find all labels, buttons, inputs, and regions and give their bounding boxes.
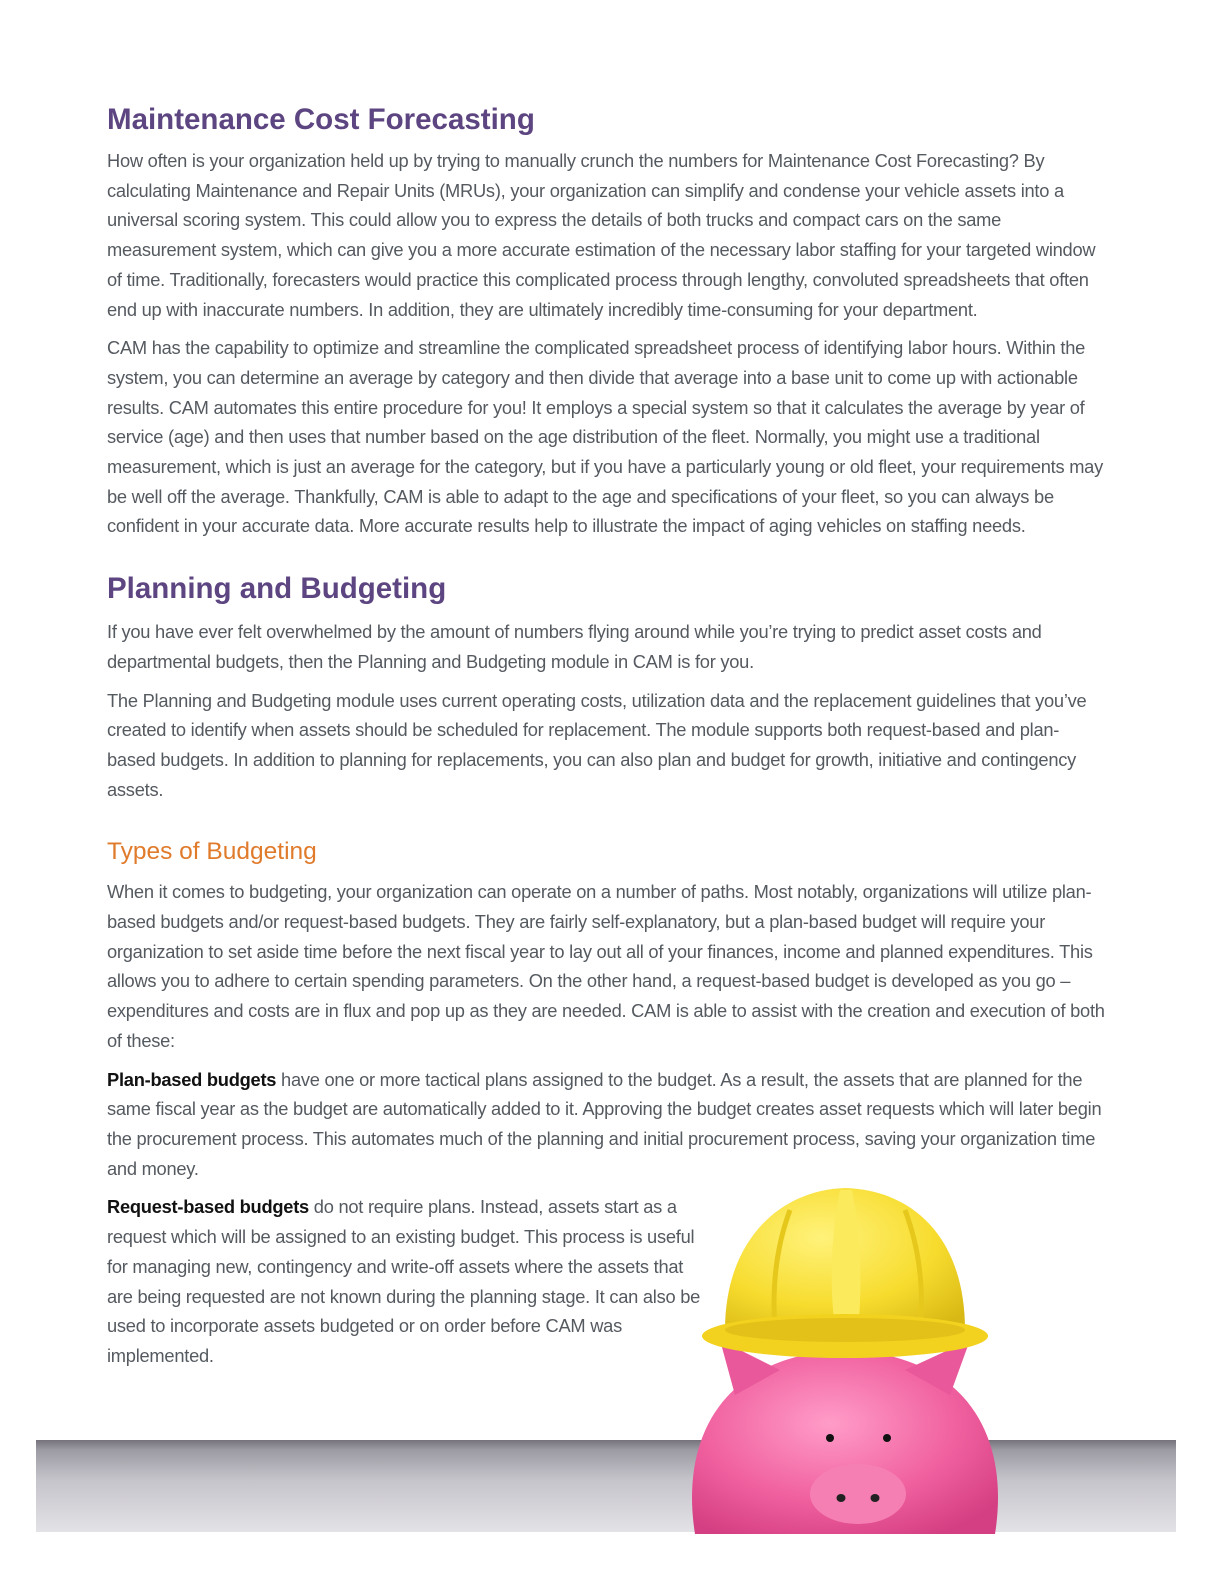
- maintenance-paragraph-1: How often is your organization held up by trying to manually crunch the numbers for Maintenance Cost Forecasting? By calculating Maintenance and Repair Units (MRUs), your organization can simplify and condense your vehicle assets into a universal scoring system. This could allow you to express the details of both trucks and compact cars on the same measurement system, which can give you a more accurate estimation of the necessary labor staffing for your targeted window of time. Traditionally, forecasters would practice this complicated process through lengthy, convoluted spreadsheets that often end up with inaccurate numbers. In addition, they are ultimately incredibly time-consuming for your department.: [107, 150, 1096, 320]
- pig-snout: [810, 1464, 906, 1524]
- plan-based-term: Plan-based budgets: [107, 1068, 277, 1090]
- request-based-paragraph: [107, 1192, 707, 1370]
- piggy-bank-hardhat-illustration: [680, 1180, 1020, 1534]
- request-based-text: do not require plans. Instead, assets start as a request which will be assigned to an existing budget. This process is useful for managing new, contingency and write-off assets where the assets that are being requested are not known during the planning stage. It can also be used to incorporate assets budgeted or on order before CAM was implemented.: [107, 1196, 701, 1366]
- types-heading: Types of Budgeting: [107, 838, 317, 866]
- hardhat-icon: [702, 1188, 988, 1358]
- pig-eye-left: [826, 1434, 834, 1442]
- maintenance-heading: Maintenance Cost Forecasting: [107, 103, 535, 136]
- types-paragraph-1: When it comes to budgeting, your organization can operate on a number of paths. Most notably, organizations will utilize plan-based budgets and/or request-based budgets. They are fairly self-explanatory, but a plan-based budget will require your organization to set aside time before the next fiscal year to lay out all of your finances, income and planned expenditures. This allows you to adhere to certain spending parameters. On the other hand, a request-based budget is developed as you go – expenditures and costs are in flux and pop up as they are needed. CAM is able to assist with the creation and execution of both of these:: [107, 881, 1105, 1051]
- pig-eye-right: [883, 1434, 891, 1442]
- maintenance-paragraph-2: CAM has the capability to optimize and streamline the complicated spreadsheet process of identifying labor hours. Within the system, you can determine an average by category and then divide that average into a base unit to come up with actionable results. CAM automates this entire procedure for you! It employs a special system so that it calculates the average by year of service (age) and then uses that number based on the age distribution of the fleet. Normally, you might use a traditional measurement, which is just an average for the category, but if you have a particularly young or old fleet, your requirements may be well off the average. Thankfully, CAM is able to adapt to the age and specifications of your fleet, so you can always be confident in your accurate data. More accurate results help to illustrate the impact of aging vehicles on staffing needs.: [107, 337, 1103, 537]
- planning-paragraph-2: The Planning and Budgeting module uses current operating costs, utilization data and the replacement guidelines that you’ve created to identify when assets should be scheduled for replacement. The module supports both request-based and plan-based budgets. In addition to planning for replacements, you can also plan and budget for growth, initiative and contingency assets.: [107, 689, 1087, 800]
- request-based-term: Request-based budgets: [107, 1196, 309, 1218]
- planning-heading: Planning and Budgeting: [107, 572, 447, 606]
- planning-paragraph-1: If you have ever felt overwhelmed by the amount of numbers flying around while you’re trying to predict asset costs and departmental budgets, then the Planning and Budgeting module in CAM is for you.: [107, 621, 1042, 672]
- plan-based-text: have one or more tactical plans assigned to the budget. As a result, the assets that are planned for the same fiscal year as the budget are automatically added to it. Approving the budget creates asset requests which will later begin the procurement process. This automates much of the planning and initial procurement process, saving your organization time and money.: [107, 1068, 1102, 1179]
- plan-based-paragraph: [107, 1065, 1107, 1184]
